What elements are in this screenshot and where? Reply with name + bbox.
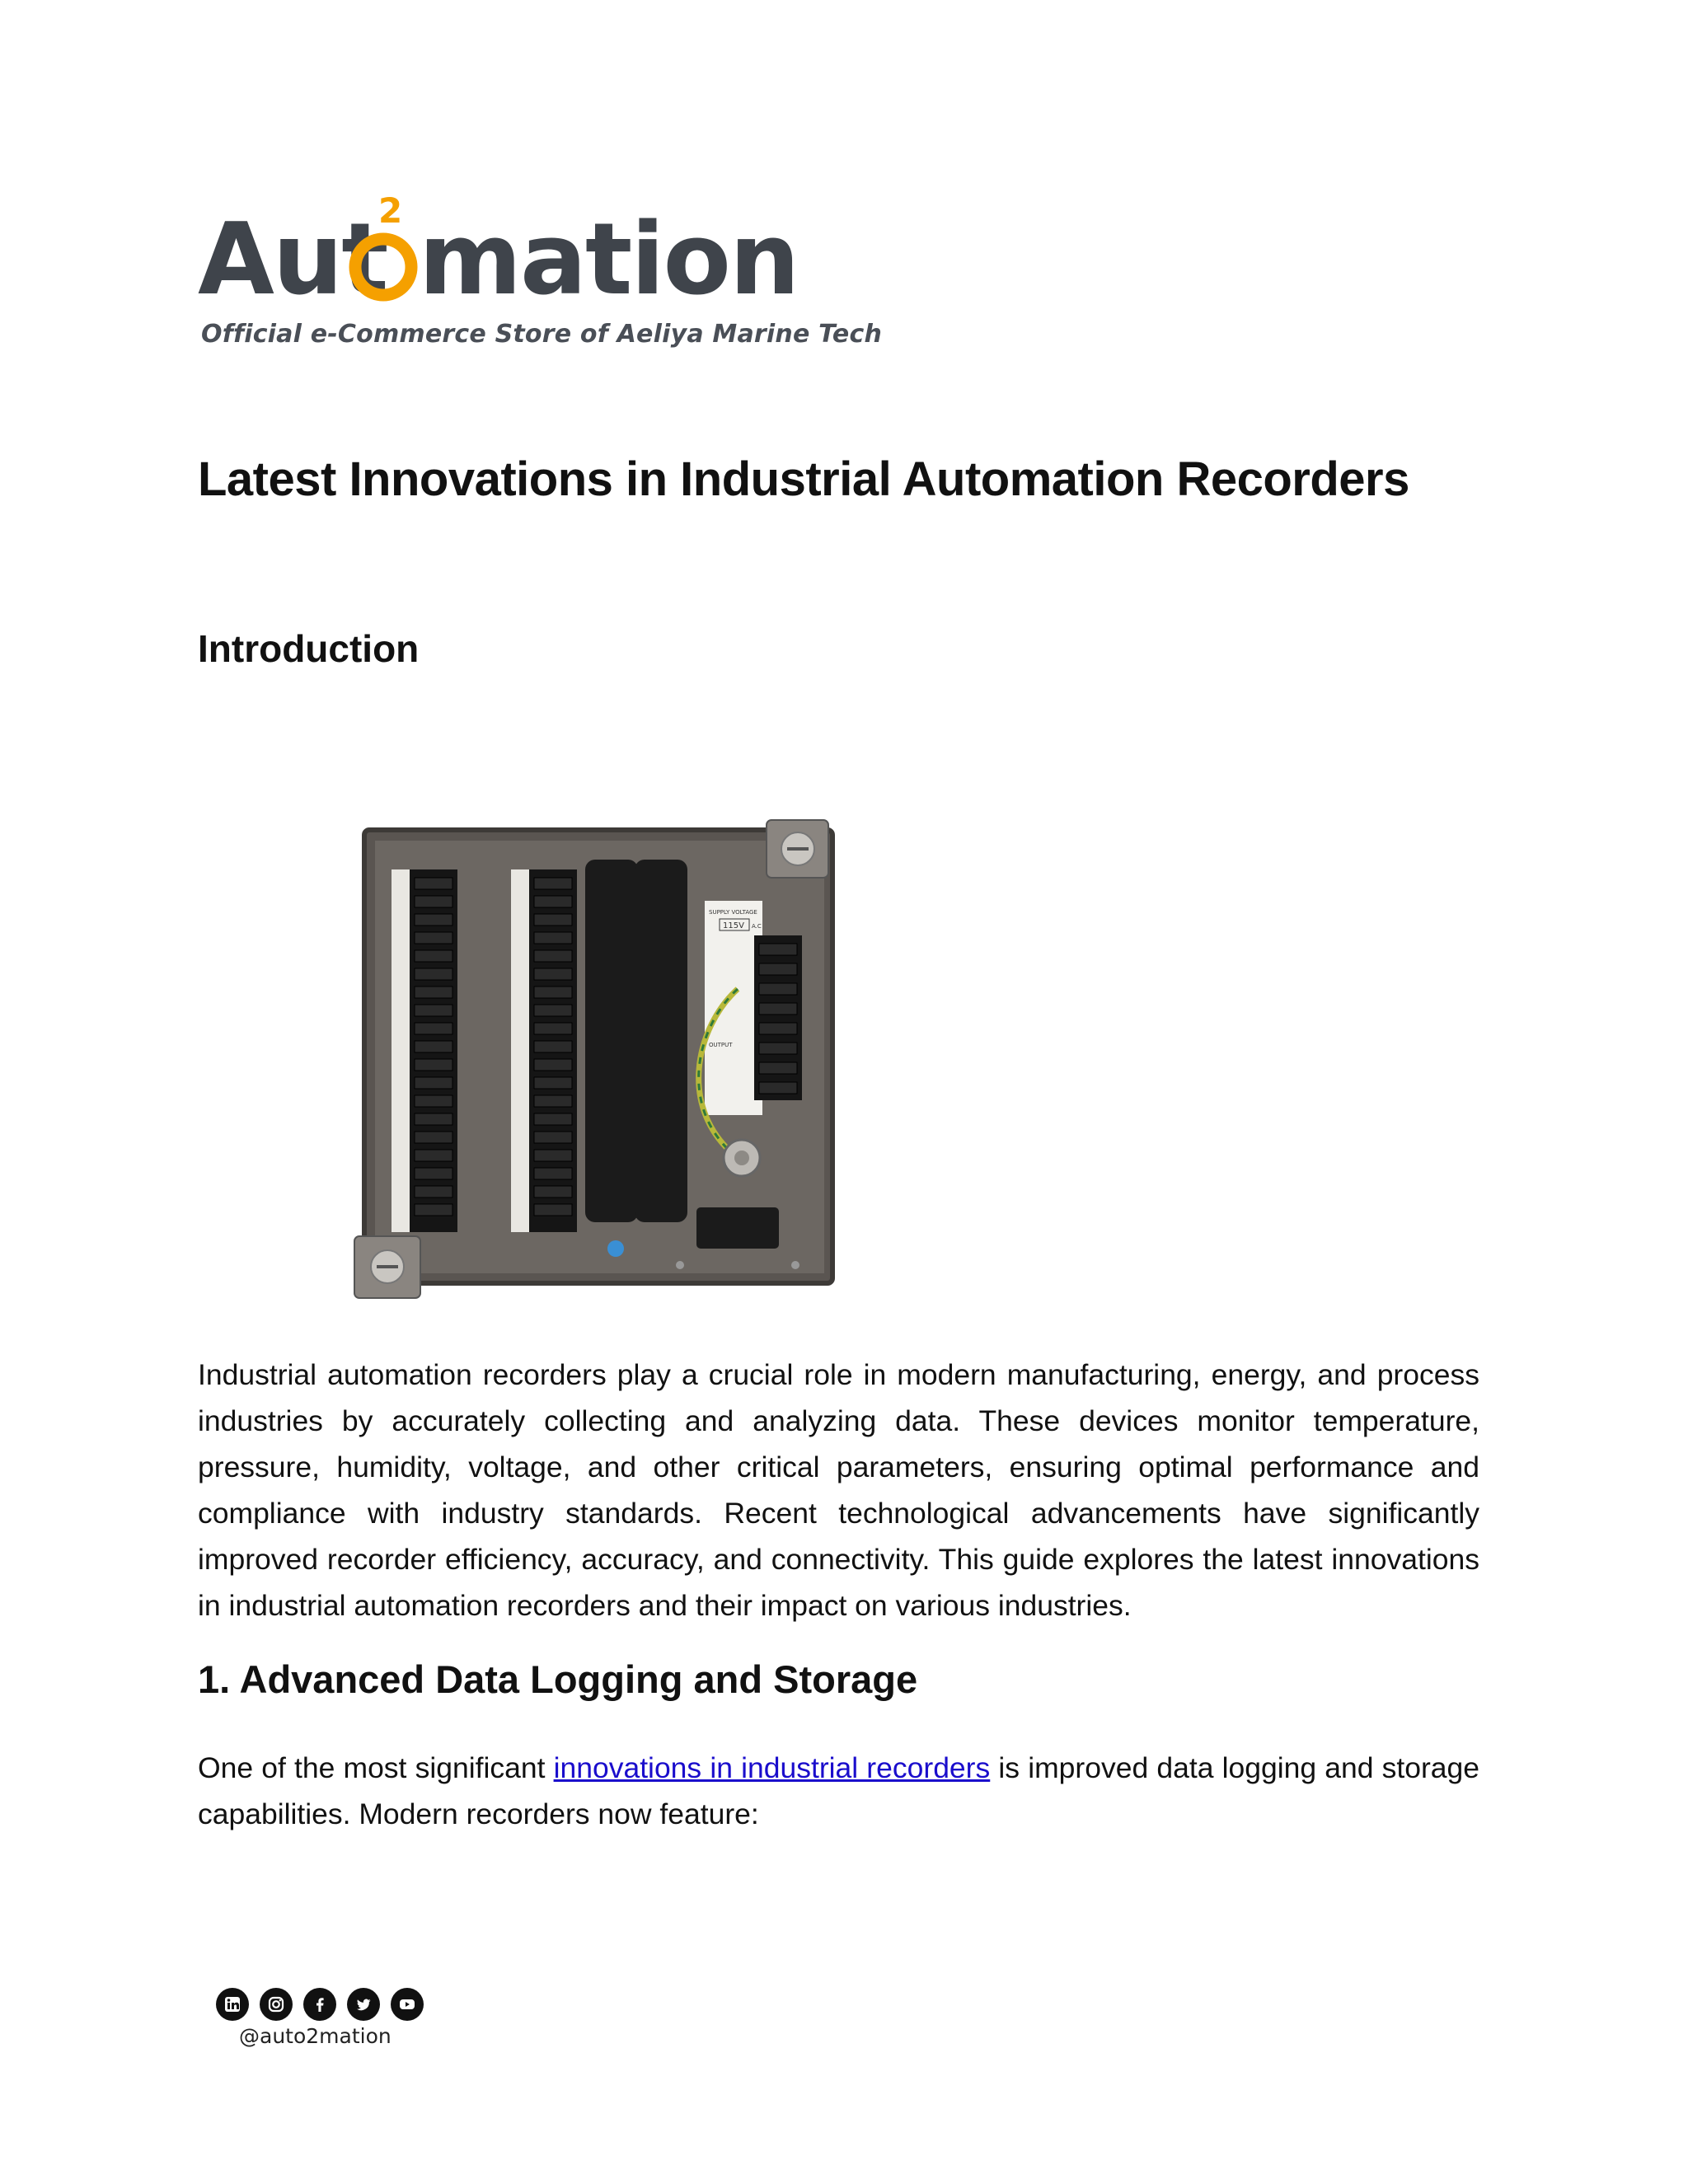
svg-text:mation: mation: [419, 203, 799, 317]
logo-tagline: Official e-Commerce Store of Aeliya Marine Tech: [201, 320, 883, 349]
svg-text:SUPPLY VOLTAGE: SUPPLY VOLTAGE: [709, 909, 757, 916]
youtube-icon[interactable]: [391, 1988, 424, 2021]
innovations-link[interactable]: innovations in industrial recorders: [553, 1751, 991, 1784]
section-heading: 1. Advanced Data Logging and Storage: [198, 1657, 918, 1701]
social-footer: [216, 1988, 447, 2054]
instagram-icon[interactable]: [260, 1988, 293, 2021]
facebook-icon[interactable]: [303, 1988, 336, 2021]
svg-text:A.C: A.C: [752, 923, 762, 930]
intro-heading: Introduction: [198, 627, 420, 670]
twitter-icon[interactable]: [347, 1988, 380, 2021]
section-paragraph: [198, 1745, 1479, 1837]
intro-paragraph: Industrial automation recorders play a crucial role in modern manufacturing, energy, and process industries by accurately collecting and analyzing data. These devices monitor temperature, pressure, humidity, voltage, and other critical parameters, ensuring optimal performance and compliance with industry standards. Recent technological advancements have significantly improved recorder efficiency, accuracy, and connectivity. This guide explores the latest innovations in industrial automation recorders and their impact on various industries.: [198, 1358, 1479, 1622]
svg-text:2: 2: [378, 190, 403, 231]
linkedin-icon[interactable]: [216, 1988, 249, 2021]
section-paragraph-start: One of the most significant: [198, 1751, 554, 1784]
brand-logo: [198, 188, 883, 353]
section-paragraph-end: is improved data logging and storage capabilities. Modern recorders now feature:: [198, 1751, 1480, 1830]
recorder-image: [350, 812, 845, 1306]
svg-text:OUTPUT: OUTPUT: [709, 1042, 733, 1048]
social-handle: @auto2mation: [239, 2024, 392, 2048]
page-title: Latest Innovations in Industrial Automation Recorders: [198, 452, 1409, 506]
social-icons: [216, 1988, 447, 2021]
svg-text:115V: 115V: [723, 921, 744, 930]
industrial-recorder-photo: [350, 812, 845, 1306]
svg-text:Aut: Aut: [198, 203, 387, 317]
